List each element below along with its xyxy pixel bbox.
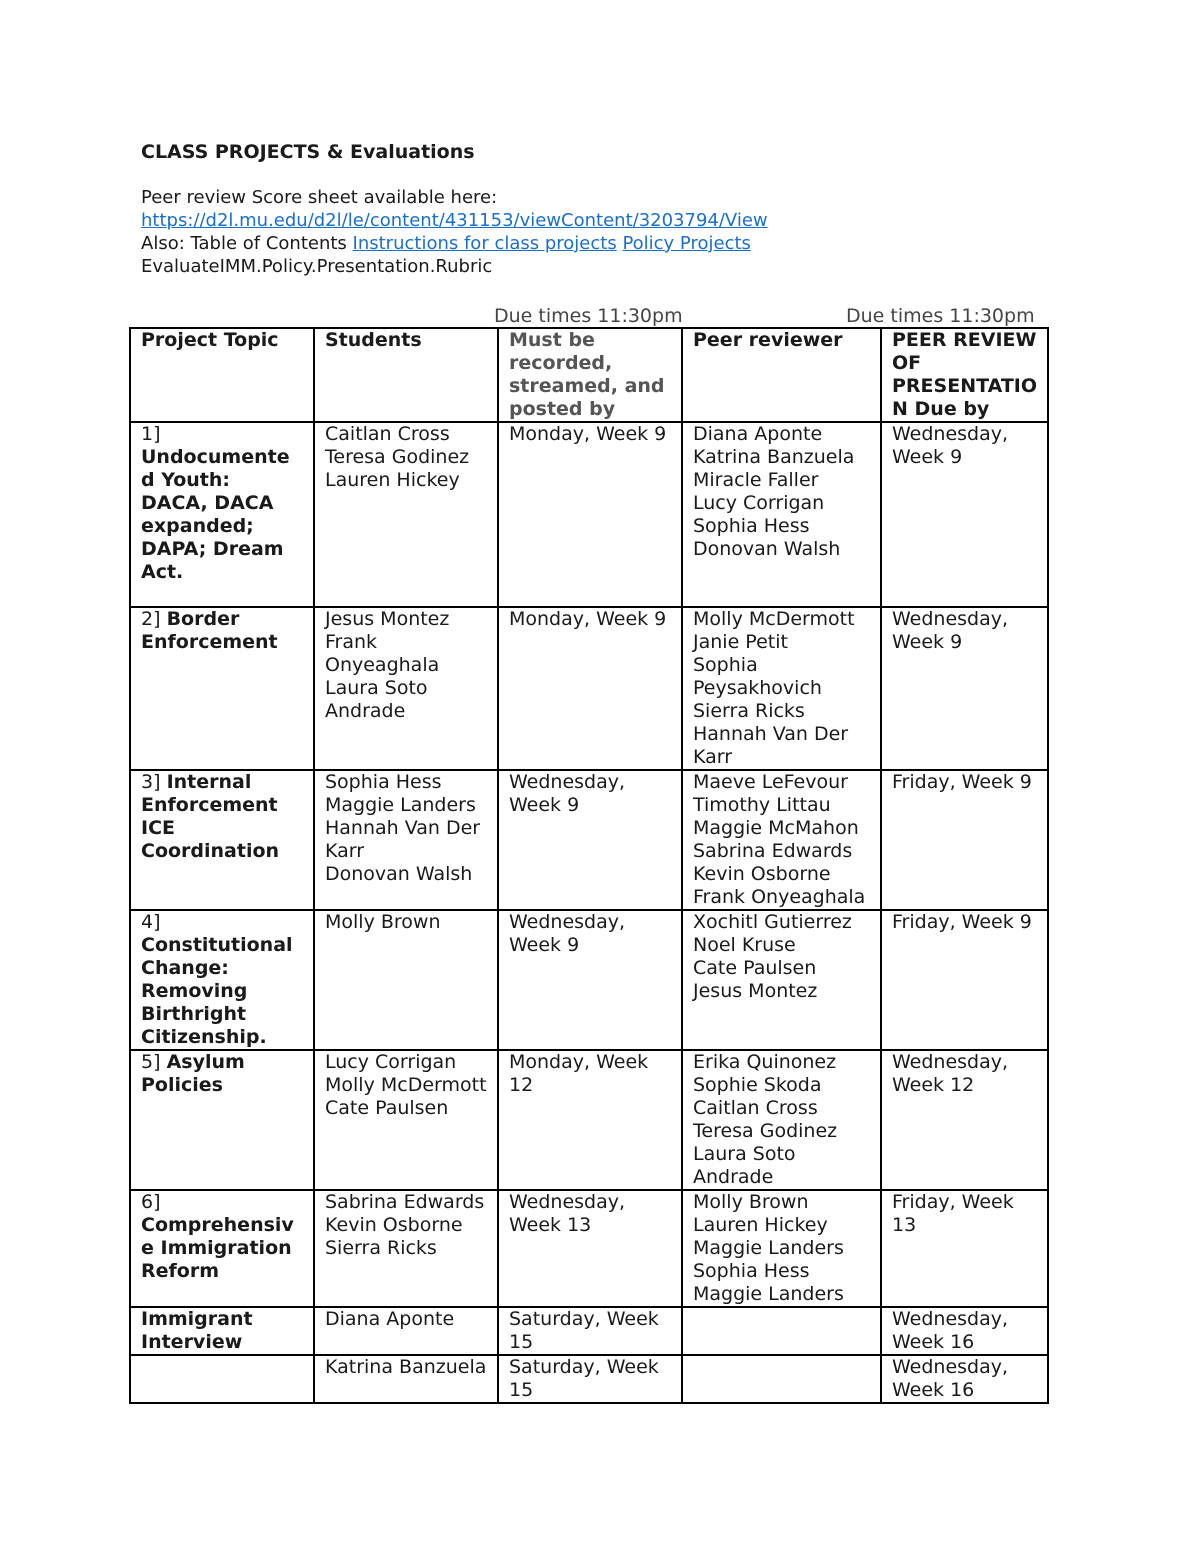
projects-table xyxy=(129,327,1049,1404)
reviewer-name: Kevin Osborne xyxy=(693,863,831,885)
topic-name: Undocumented Youth: DACA, DACA expanded; DAPA; Dream Act. xyxy=(141,446,290,583)
students-cell xyxy=(314,1307,498,1355)
table-row xyxy=(130,910,1048,1050)
peer-reviewers-cell xyxy=(682,422,881,607)
posted-by-cell: Monday, Week 9 xyxy=(498,607,682,770)
reviewer-name: Sophia Peysakhovich xyxy=(693,654,822,699)
review-due-cell: Friday, Week 13 xyxy=(881,1190,1048,1307)
reviewer-name: Janie Petit xyxy=(693,631,788,653)
header-posted-by: Must be recorded, streamed, and posted by xyxy=(498,328,682,422)
peer-reviewers-cell xyxy=(682,910,881,1050)
table-row xyxy=(130,1190,1048,1307)
student-name: Hannah Van Der Karr xyxy=(325,817,481,862)
topic-cell xyxy=(130,1355,314,1403)
students-cell xyxy=(314,1190,498,1307)
reviewer-name: Sierra Ricks xyxy=(693,700,805,722)
topic-number: 1] xyxy=(141,423,161,445)
reviewer-name: Maggie Landers xyxy=(693,1283,844,1305)
header-peer-reviewer: Peer reviewer xyxy=(682,328,881,422)
student-name: Lucy Corrigan xyxy=(325,1051,457,1073)
topic-name: Immigrant Interview xyxy=(141,1308,253,1353)
topic-cell xyxy=(130,910,314,1050)
students-cell xyxy=(314,910,498,1050)
topic-number: 6] xyxy=(141,1191,161,1213)
reviewer-name: Caitlan Cross xyxy=(693,1097,818,1119)
topic-number: 3] xyxy=(141,771,161,793)
reviewer-name: Timothy Littau xyxy=(693,794,831,816)
topic-name: Constitutional Change: Removing Birthright Citizenship. xyxy=(141,934,293,1048)
topic-cell xyxy=(130,1190,314,1307)
reviewer-name: Sophia Hess xyxy=(693,1260,810,1282)
review-due-cell: Wednesday, Week 12 xyxy=(881,1050,1048,1190)
student-name: Donovan Walsh xyxy=(325,863,473,885)
reviewer-name: Frank Onyeaghala xyxy=(693,886,866,908)
student-name: Molly Brown xyxy=(325,911,441,933)
table-row xyxy=(130,607,1048,770)
topic-name: Comprehensive Immigration Reform xyxy=(141,1214,294,1282)
student-name: Sabrina Edwards xyxy=(325,1191,485,1213)
review-due-cell: Wednesday, Week 9 xyxy=(881,607,1048,770)
reviewer-name: Maeve LeFevour xyxy=(693,771,848,793)
table-body xyxy=(130,422,1048,1403)
due-times-label-2: Due times 11:30pm xyxy=(846,305,1035,327)
student-name: Laura Soto Andrade xyxy=(325,677,428,722)
students-cell xyxy=(314,770,498,910)
student-name: Caitlan Cross xyxy=(325,423,450,445)
reviewer-name: Maggie Landers xyxy=(693,1237,844,1259)
topic-name: Border Enforcement xyxy=(141,608,278,653)
intro-block xyxy=(141,186,1101,278)
header-review-due: PEER REVIEW OF PRESENTATION Due by xyxy=(881,328,1048,422)
peer-reviewers-cell xyxy=(682,770,881,910)
score-sheet-link[interactable]: https://d2l.mu.edu/d2l/le/content/431153/viewContent/3203794/View xyxy=(141,210,768,231)
topic-cell xyxy=(130,1307,314,1355)
table-header-row xyxy=(130,328,1048,422)
topic-number: 2] xyxy=(141,608,161,630)
topic-number: 5] xyxy=(141,1051,161,1073)
posted-by-cell: Saturday, Week 15 xyxy=(498,1307,682,1355)
posted-by-cell: Monday, Week 9 xyxy=(498,422,682,607)
student-name: Maggie Landers xyxy=(325,794,476,816)
topic-name: Asylum Policies xyxy=(141,1051,245,1096)
student-name: Sophia Hess xyxy=(325,771,442,793)
posted-by-cell: Wednesday, Week 9 xyxy=(498,910,682,1050)
posted-by-cell: Wednesday, Week 9 xyxy=(498,770,682,910)
reviewer-name: Molly McDermott xyxy=(693,608,855,630)
policy-projects-link[interactable]: Policy Projects xyxy=(622,233,751,254)
reviewer-name: Cate Paulsen xyxy=(693,957,817,979)
topic-cell xyxy=(130,770,314,910)
review-due-cell: Wednesday, Week 16 xyxy=(881,1307,1048,1355)
peer-reviewers-cell xyxy=(682,1355,881,1403)
peer-reviewers-cell xyxy=(682,1050,881,1190)
table-row xyxy=(130,1050,1048,1190)
table-row xyxy=(130,770,1048,910)
due-times-label-1: Due times 11:30pm xyxy=(494,305,683,327)
peer-reviewers-cell xyxy=(682,1190,881,1307)
reviewer-name: Diana Aponte xyxy=(693,423,823,445)
review-due-cell: Friday, Week 9 xyxy=(881,910,1048,1050)
reviewer-name: Erika Quinonez xyxy=(693,1051,837,1073)
header-students: Students xyxy=(314,328,498,422)
students-cell xyxy=(314,422,498,607)
topic-number: 4] xyxy=(141,911,161,933)
review-due-cell: Wednesday, Week 9 xyxy=(881,422,1048,607)
reviewer-name: Donovan Walsh xyxy=(693,538,841,560)
table-row xyxy=(130,1307,1048,1355)
student-name: Teresa Godinez xyxy=(325,446,470,468)
student-name: Sierra Ricks xyxy=(325,1237,437,1259)
peer-reviewers-cell xyxy=(682,607,881,770)
instructions-link[interactable]: Instructions for class projects xyxy=(352,233,617,254)
student-name: Kevin Osborne xyxy=(325,1214,463,1236)
reviewer-name: Noel Kruse xyxy=(693,934,796,956)
topic-cell xyxy=(130,422,314,607)
reviewer-name: Katrina Banzuela xyxy=(693,446,855,468)
topic-name: Internal Enforcement ICE Coordination xyxy=(141,771,280,862)
reviewer-name: Lucy Corrigan xyxy=(693,492,825,514)
review-due-cell: Wednesday, Week 16 xyxy=(881,1355,1048,1403)
posted-by-cell: Saturday, Week 15 xyxy=(498,1355,682,1403)
posted-by-cell: Monday, Week 12 xyxy=(498,1050,682,1190)
reviewer-name: Molly Brown xyxy=(693,1191,809,1213)
score-sheet-text: Peer review Score sheet available here: xyxy=(141,187,498,208)
students-cell xyxy=(314,1355,498,1403)
reviewer-name: Teresa Godinez xyxy=(693,1120,838,1142)
rubric-text: EvaluateIMM.Policy.Presentation.Rubric xyxy=(141,256,493,277)
students-cell xyxy=(314,1050,498,1190)
review-due-cell: Friday, Week 9 xyxy=(881,770,1048,910)
reviewer-name: Laura Soto Andrade xyxy=(693,1143,796,1188)
reviewer-name: Sophie Skoda xyxy=(693,1074,822,1096)
reviewer-name: Xochitl Gutierrez xyxy=(693,911,852,933)
reviewer-name: Sabrina Edwards xyxy=(693,840,853,862)
document-title: CLASS PROJECTS & Evaluations xyxy=(141,141,475,163)
topic-cell xyxy=(130,607,314,770)
reviewer-name: Maggie McMahon xyxy=(693,817,859,839)
reviewer-name: Sophia Hess xyxy=(693,515,810,537)
table-row xyxy=(130,422,1048,607)
also-text: Also: Table of Contents xyxy=(141,233,353,254)
student-name: Jesus Montez xyxy=(325,608,450,630)
reviewer-name: Miracle Faller xyxy=(693,469,819,491)
table-row xyxy=(130,1355,1048,1403)
student-name: Molly McDermott xyxy=(325,1074,487,1096)
reviewer-name: Jesus Montez xyxy=(693,980,818,1002)
students-cell xyxy=(314,607,498,770)
student-name: Katrina Banzuela xyxy=(325,1356,487,1378)
reviewer-name: Lauren Hickey xyxy=(693,1214,828,1236)
peer-reviewers-cell xyxy=(682,1307,881,1355)
reviewer-name: Hannah Van Der Karr xyxy=(693,723,849,768)
student-name: Frank Onyeaghala xyxy=(325,631,440,676)
student-name: Cate Paulsen xyxy=(325,1097,449,1119)
header-project-topic: Project Topic xyxy=(130,328,314,422)
student-name: Diana Aponte xyxy=(325,1308,455,1330)
student-name: Lauren Hickey xyxy=(325,469,460,491)
topic-cell xyxy=(130,1050,314,1190)
posted-by-cell: Wednesday, Week 13 xyxy=(498,1190,682,1307)
